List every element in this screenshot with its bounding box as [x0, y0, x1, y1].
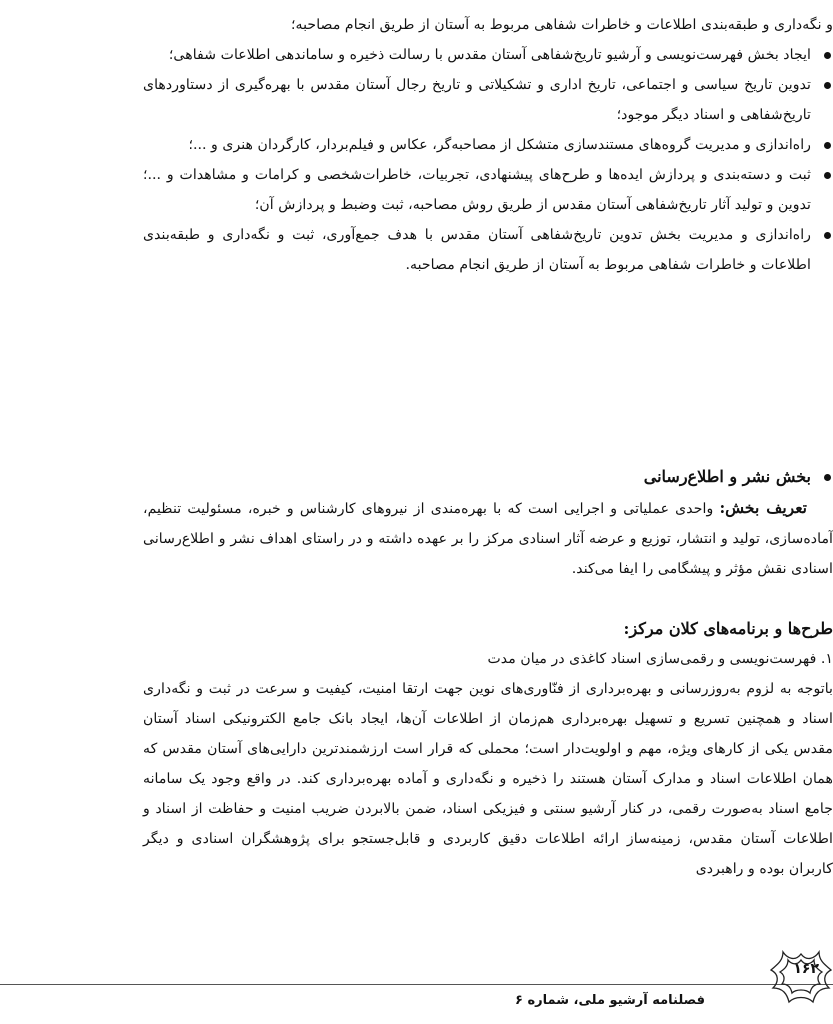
- bullet-list: [143, 40, 833, 280]
- bullet-icon: [824, 474, 831, 481]
- bullet-icon: [824, 172, 831, 179]
- footer-divider: [0, 984, 833, 985]
- bullet-icon: [824, 142, 831, 149]
- plan-body: باتوجه به لزوم به‌روزرسانی و بهره‌برداری از فنّاوری‌های نوین جهت ارتقا امنیت، کیفیت و سرعت در ثبت و نگه‌داری اسناد و همچنین تسریع و تسهیل بهره‌برداری هم‌زمان از اطلاعات آن‌ها، ایجاد بانک جامع الکترونیکی اسناد آستان مقدس یکی از کارهای ویژه، مهم و اولویت‌دار است؛ محملی که قرار است ارزشمندترین دارایی‌های آستان مقدس که همان اطلاعات اسناد و مدارک آستان هستند را ذخیره و نگه‌داری و آماده بهره‌برداری کند. در واقع وجود یک سامانه جامع اسناد به‌صورت رقمی، در کنار آرشیو سنتی و فیزیکی اسناد، ضمن بالابردن ضریب امنیت و حفاظت از اسناد و اطلاعات آستان مقدس، زمینه‌ساز ارائه اطلاعات دقیق کاربردی و قابل‌جستجو برای پژوهشگران اسنادی و دیگر کاربران بوده و راهبردی: [143, 681, 833, 877]
- bullet-icon: [824, 52, 831, 59]
- page-number: ۱۶۲: [793, 961, 819, 977]
- list-item: تدوین تاریخ سیاسی و اجتماعی، تاریخ اداری و تشکیلاتی و تاریخ رجال آستان مقدس با بهره‌گیری از دستاوردهای تاریخ‌شفاهی و اسناد دیگر موجود؛: [143, 70, 833, 130]
- list-item: راه‌اندازی و مدیریت بخش تدوین تاریخ‌شفاهی آستان مقدس با هدف جمع‌آوری، ثبت و نگه‌داری و طبقه‌بندی اطلاعات و خاطرات شفاهی مربوط به آستان از طریق انجام مصاحبه.: [143, 220, 833, 280]
- plan-title: ۱. فهرست‌نویسی و رقمی‌سازی اسناد کاغذی در میان مدت: [487, 651, 833, 667]
- body-column: [143, 10, 833, 280]
- plans-heading: طرح‌ها و برنامه‌های کلان مرکز:: [623, 619, 833, 638]
- section-heading: بخش نشر و اطلاع‌رسانی: [143, 462, 833, 493]
- bullet-icon: [824, 82, 831, 89]
- list-item: ثبت و دسته‌بندی و پردازش ایده‌ها و طرح‌های پیشنهادی، تجربیات، خاطرات‌شخصی و کرامات و مشاهدات و ...؛ تدوین و تولید آثار تاریخ‌شفاهی آستان مقدس از طریق روش مصاحبه، ثبت وضبط و پردازش آن؛: [143, 160, 833, 220]
- list-item: ایجاد بخش فهرست‌نویسی و آرشیو تاریخ‌شفاهی آستان مقدس با رسالت ذخیره و ساماندهی اطلاعات شفاهی؛: [143, 40, 833, 70]
- bullet-icon: [824, 232, 831, 239]
- section-heading-list: [143, 462, 833, 493]
- list-item: راه‌اندازی و مدیریت گروه‌های مستندسازی متشکل از مصاحبه‌گر، عکاس و فیلم‌بردار، کارگردان هنری و ...؛: [143, 130, 833, 160]
- definition-label: تعریف بخش:: [719, 498, 807, 517]
- definition-text: واحدی عملیاتی و اجرایی است که با بهره‌مندی از نیروهای کارشناس و خبره، مسئولیت تنظیم، آماده‌سازی، تولید و انتشار، توزیع و عرضه آثار اسنادی مرکز را بر عهده داشته و در راستای اهداف نشر و اطلاع‌رسانی اسنادی نقش مؤثر و پیشگامی را ایفا می‌کند.: [143, 501, 833, 577]
- intro-continuation: و نگه‌داری و طبقه‌بندی اطلاعات و خاطرات شفاهی مربوط به آستان از طریق انجام مصاحبه؛: [291, 17, 833, 33]
- journal-footer: فصلنامه آرشیو ملی، شماره ۶: [515, 993, 705, 1008]
- section-definition: [143, 493, 833, 584]
- publication-section: [143, 462, 833, 584]
- plans-section: [143, 614, 833, 884]
